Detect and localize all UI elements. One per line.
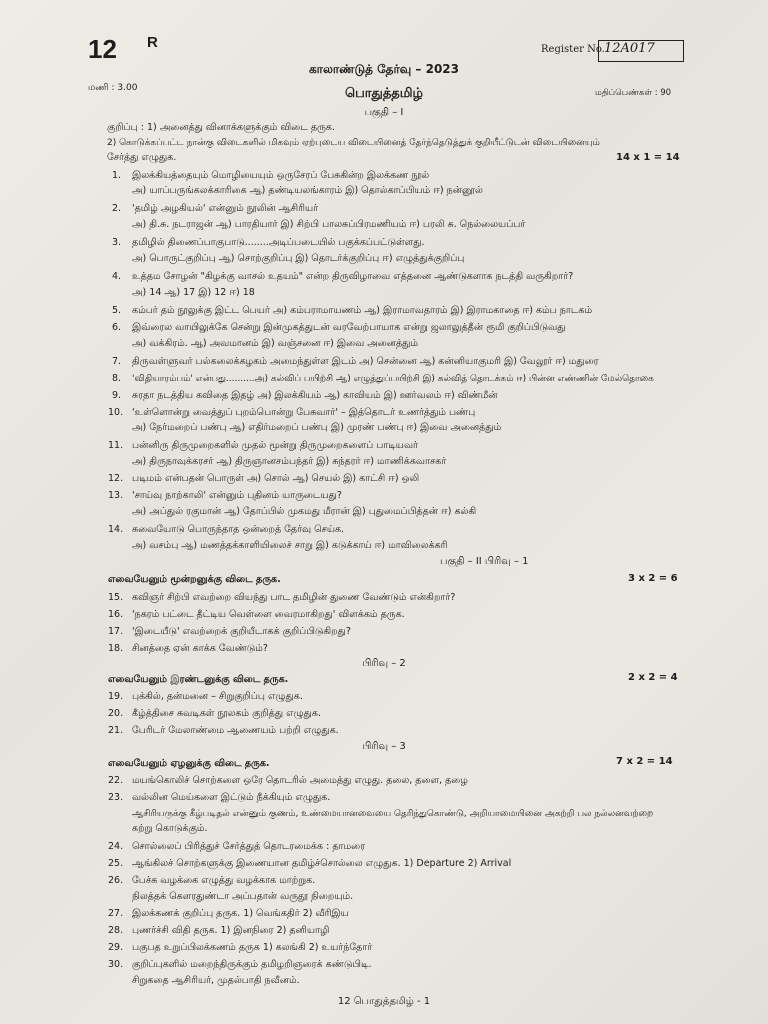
question-text: படிமம் என்பதன் பொருள் அ) சொல் ஆ) செயல் இ) காட்சி ஈ) ஒலி [132,473,420,484]
q-number: 18. [108,643,124,654]
q-number: 19. [108,691,124,702]
exam-title: காலாண்டுத் தேர்வு – 2023 [309,62,459,76]
question-text: தமிழில் திணைப்பாகுபாடு........அடிப்படையில் பகுக்கப்பட்டுள்ளது. [132,237,425,248]
question-text: 'இடையீடு' எவற்றைக் குறியீடாகக் குறிப்பிடுகிறது? [132,626,351,637]
question-text: உத்தம சோழன் "கிழக்கு வாசல் உதயம்" என்ற திருவிழாவை எத்தனை ஆண்டுகளாக நடத்தி வருகிறார்? [132,271,574,282]
question-text: இவ்ரைல வாயிலுக்கே சென்று இன்முகத்துடன் வரவேற்பாயாக என்று ஜலாலுத்தீன் ரூமி குறிப்பிடுவது [132,322,566,333]
q-number: 4. [112,271,122,282]
q-number: 28. [108,925,124,936]
question-text: கம்பர் தம் நூலுக்கு இட்ட பெயர் அ) கம்பராமாயணம் ஆ) இராமாவதாரம் இ) இராமகாதை ஈ) கம்ப நாடகம் [132,305,593,316]
q-number: 20. [108,708,124,719]
part1-heading: பகுதி – I [364,107,404,118]
q-number: 15. [108,592,124,603]
register-label: Register No. [541,44,605,55]
duration: மணி : 3.00 [88,83,138,93]
question-options: அ) வசம்பு ஆ) மணத்தக்காளியிலைச் சாறு இ) கடுக்காய் ஈ) மாவிலைக்கரி [132,540,448,551]
question-text: புணர்ச்சி விதி தருக. 1) இனநிரை 2) தனியாழி [132,925,330,936]
q-number: 23. [108,792,124,803]
question-text: பன்னிரு திருமுறைகளில் முதல் மூன்று திருமுறைகளைப் பாடியவர் [132,440,418,451]
question-text: கற்று கொடுக்கும். [132,823,208,834]
question-text: 'உள்ளொன்று வைத்துப் புறம்பொன்று பேசுவார்' – இத்தொடர் உணர்த்தும் பண்பு [132,407,476,418]
question-text: பகுபத உறுப்பிலக்கணம் தருக 1) கலங்கி 2) உயர்ந்தோர் [132,942,373,953]
q-number: 21. [108,725,124,736]
q-number: 10. [108,407,124,418]
question-text: இலக்கியத்தையும் மொழியையும் ஒருசேரப் பேசுகின்ற இலக்கண நூல் [132,170,430,181]
question-text: சிறுகதை ஆசிரியர், முதல்பாதி நவீனம். [132,975,300,986]
question-text: 'தமிழ் அழகியல்' என்னும் நூலின் ஆசிரியர் [132,203,319,214]
question-text: ஆசிரியருக்கு கீழ்படிதல் என்னும் குணம், உண்மையானவையை தெரிந்துகொண்டு, அறியாமையினை அகற்றி பல நல்லனவற்றை [132,809,654,819]
q-number: 17. [108,626,124,637]
q-number: 2. [112,203,122,214]
q-number: 7. [112,356,122,367]
q-number: 30. [108,959,124,970]
q-number: 25. [108,858,124,869]
part2-marks-1: 3 x 2 = 6 [628,573,678,584]
question-text: சொல்லைப் பிரித்துச் சேர்த்துத் தொடரமைக்க : தாமரை [132,841,366,852]
part2-instruction-1: எவையேனும் மூன்றனுக்கு விடை தருக. [108,574,281,585]
question-options: அ) தி.சு. நடராஜன் ஆ) பாரதியார் இ) சிற்பி பாலசுப்பிரமணியம் ஈ) பரலி சு. நெல்லையப்பர் [132,219,526,230]
part2-sub2: பிரிவு – 2 [362,658,406,669]
note1: குறிப்பு : 1) அனைத்து வினாக்களுக்கும் விடை தருக. [107,122,335,133]
question-text: கவிஞர் சிற்பி எவற்றை வியந்து பாட தமிழின் துணை வேண்டும் என்கிறார்? [132,592,456,603]
question-text: மயங்கொலிச் சொற்களை ஒரே தொடரில் அமைத்து எழுது. தலை, தளை, தழை [132,775,468,786]
q-number: 11. [108,440,124,451]
class-label: 12 [88,34,117,64]
q-number: 8. [112,373,122,384]
question-options: அ) திருநாவுக்கரசர் ஆ) திருஞானசம்பந்தர் இ) சுந்தரர் ஈ) மாணிக்கவாசகர் [132,456,447,467]
q-number: 24. [108,841,124,852]
part2-heading: பகுதி – II பிரிவு – 1 [440,556,529,567]
part1-marks: 14 x 1 = 14 [616,152,680,163]
q-number: 27. [108,908,124,919]
part2-instruction-2: எவையேனும் இரண்டனுக்கு விடை தருக. [108,674,289,685]
question-text: கீழ்த்திசை சுவடிகள் நூலகம் குறித்து எழுதுக. [132,708,321,719]
register-value: 12A017 [604,41,655,56]
note2a: 2) கொடுக்கப்பட்ட நான்கு விடைகளில் மிகவும் ஏற்புடைய விடையினைத் தேர்ந்தெடுத்துக் குறியீட்டுடன் விடையினையும் [107,138,600,148]
page-footer: 12 பொதுத்தமிழ் - 1 [337,996,431,1007]
part2-marks-2: 2 x 2 = 4 [628,672,678,683]
note2b: சேர்த்து எழுதுக. [107,152,177,163]
q-number: 5. [112,305,122,316]
question-options: அ) அப்துல் ரகுமான் ஆ) தோப்பில் முகமது மீரான் இ) புதுமைப்பித்தன் ஈ) கல்கி [132,506,477,517]
total-marks: மதிப்பெண்கள் : 90 [595,88,672,98]
q-number: 22. [108,775,124,786]
question-text: ஆங்கிலச் சொற்களுக்கு இணையான தமிழ்ச்சொல்லை எழுதுக. 1) Departure 2) Arrival [132,858,512,869]
question-text: 'விதியாரம்பம்' என்பது..........அ) கல்விப் பயிற்சி ஆ) எழுத்துப்பயிற்சி இ) கல்வித் தொடக்கம் ஈ) பின்ன எண்ணின் மேல்தொகை [132,374,654,384]
q-number: 12. [108,473,124,484]
question-text: பேச்சு வழக்கை எழுத்து வழக்காக மாற்றுக. [132,875,316,886]
question-text: சினத்தை ஏன் காக்க வேண்டும்? [132,643,268,654]
question-text: நிலத்தக் கௌரதுண்டா அப்பதான் வருதூ நிறையும். [132,891,354,902]
series-letter: R [147,34,158,51]
question-text: திருவள்ளுவர் பல்கலைக்கழகம் அமைந்துள்ள இடம் அ) சென்னை ஆ) கன்னியாகுமரி இ) வேலூர் ஈ) மதுரை [132,356,599,367]
question-text: 'சாய்வு நாற்காலி' என்னும் புதினம் யாருடையது? [132,490,342,501]
q-number: 13. [108,490,124,501]
question-text: பேரிடர் மேலாண்மை ஆணையம் பற்றி எழுதுக. [132,725,339,736]
q-number: 29. [108,942,124,953]
question-options: அ) வக்கிரம். ஆ) அவமானம் இ) வஞ்சனை ஈ) இவை அனைத்தும் [132,338,419,349]
question-text: 'நகரம் பட்டை தீட்டிய வெள்ளை வைரமாகிறது' விளக்கம் தருக. [132,609,405,620]
subject-title: பொதுத்தமிழ் [344,86,424,101]
q-number: 1. [112,170,122,181]
q-number: 6. [112,322,122,333]
part2-sub3: பிரிவு – 3 [362,741,406,752]
q-number: 16. [108,609,124,620]
part2-instruction-3: எவையேனும் ஏழனுக்கு விடை தருக. [108,758,270,769]
question-options: அ) யாப்பருங்கலக்காரிகை ஆ) தண்டியலங்காரம் இ) தொல்காப்பியம் ஈ) நன்னூல் [132,185,483,196]
q-number: 3. [112,237,122,248]
q-number: 9. [112,390,122,401]
q-number: 14. [108,524,124,535]
question-options: அ) பொருட்குறிப்பு ஆ) சொற்குறிப்பு இ) தொடர்க்குறிப்பு ஈ) எழுத்துக்குறிப்பு [132,253,465,264]
part2-marks-3: 7 x 2 = 14 [616,756,673,767]
question-text: சுரதா நடத்திய கவிதை இதழ் அ) இலக்கியம் ஆ) காவியம் இ) ஊர்வலம் ஈ) விண்மீன் [132,390,498,401]
question-text: சுவையோடு பொருந்தாத ஒன்றைத் தேர்வு செய்க. [132,524,345,535]
question-text: குறிப்புகளில் மறைந்திருக்கும் தமிழறிஞரைக் கண்டுபிடி. [132,959,372,970]
question-options: அ) நேர்மறைப் பண்பு ஆ) எதிர்மறைப் பண்பு இ) முரண் பண்பு ஈ) இவை அனைத்தும் [132,422,502,433]
question-text: புக்கில், தன்மனை – சிறுகுறிப்பு எழுதுக. [132,691,303,702]
question-text: வல்லின மெய்களை இட்டும் நீக்கியும் எழுதுக. [132,792,331,803]
question-options: அ) 14 ஆ) 17 இ) 12 ஈ) 18 [132,287,255,298]
question-text: இலக்கணக் குறிப்பு தருக. 1) வெங்கதிர் 2) வீரிஇய [132,908,349,919]
q-number: 26. [108,875,124,886]
